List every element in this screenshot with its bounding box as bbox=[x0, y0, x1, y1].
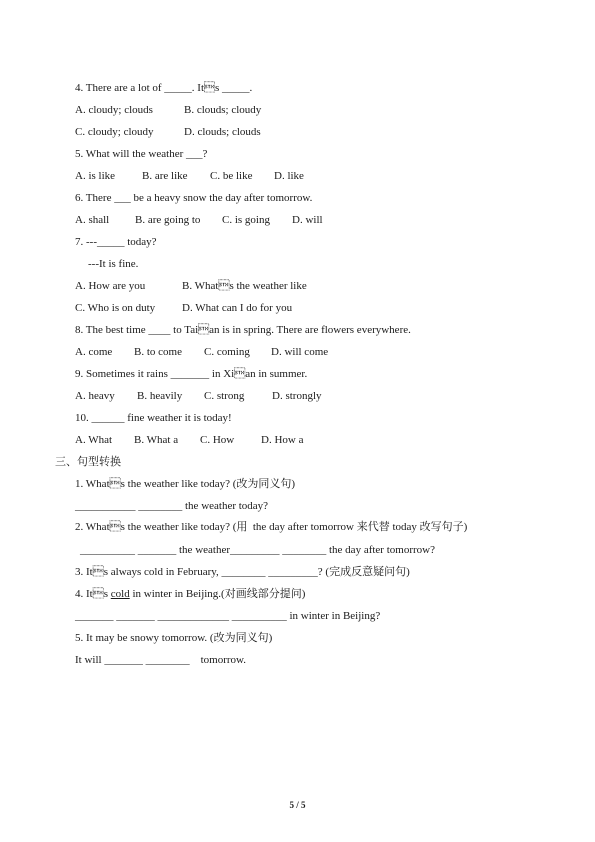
question-8-option-c: C. coming bbox=[204, 346, 250, 358]
transform-4-prompt bbox=[75, 587, 305, 601]
question-9-option-a: A. heavy bbox=[75, 390, 115, 402]
question-4-option-b: B. clouds; cloudy bbox=[184, 104, 262, 116]
question-9-option-c: C. strong bbox=[204, 390, 245, 402]
question-6-stem: 6. There ___ be a heavy snow the day after tomorrow. bbox=[75, 192, 313, 204]
question-6-option-d: D. will bbox=[292, 214, 323, 226]
question-10-option-c: C. How bbox=[200, 434, 235, 446]
question-10-option-b: B. What a bbox=[134, 434, 179, 446]
question-9-option-b: B. heavily bbox=[137, 390, 183, 402]
transform-3-prompt: 3. Its always cold in February, ________ _________? (完成反意疑问句) bbox=[75, 566, 410, 578]
question-7-stem: 7. ---_____ today? bbox=[75, 236, 157, 248]
question-7-option-c: C. Who is on duty bbox=[75, 302, 156, 314]
question-7-option-b: B. Whats the weather like bbox=[182, 280, 307, 292]
question-5-stem: 5. What will the weather ___? bbox=[75, 148, 208, 160]
question-4-option-a: A. cloudy; clouds bbox=[75, 104, 153, 116]
question-8-option-d: D. will come bbox=[271, 346, 329, 358]
transform-4-prompt-before: 4. Its bbox=[75, 588, 111, 600]
question-6-option-b: B. are going to bbox=[135, 214, 201, 226]
transform-2-prompt: 2. Whats the weather like today? (用 the day after tomorrow 来代替 today 改写句子) bbox=[75, 521, 468, 533]
page-number: 5 / 5 bbox=[289, 800, 306, 810]
question-8-option-a: A. come bbox=[75, 346, 113, 358]
transform-4-prompt-after: in winter in Beijing.(对画线部分提问) bbox=[129, 588, 306, 600]
question-8-stem: 8. The best time ____ to Taian is in spring. There are flowers everywhere. bbox=[75, 324, 411, 336]
section-heading: 三、句型转换 bbox=[55, 456, 121, 468]
question-7-option-d: D. What can I do for you bbox=[182, 302, 293, 314]
question-10-option-a: A. What bbox=[75, 434, 113, 446]
question-10-option-d: D. How a bbox=[261, 434, 304, 446]
question-6-option-a: A. shall bbox=[75, 214, 110, 226]
question-8-option-b: B. to come bbox=[134, 346, 182, 358]
question-5-option-a: A. is like bbox=[75, 170, 116, 182]
question-5-option-c: C. be like bbox=[210, 170, 253, 182]
question-9-stem: 9. Sometimes it rains _______ in Xian in summer. bbox=[75, 368, 308, 380]
question-7-option-a: A. How are you bbox=[75, 280, 146, 292]
transform-5-prompt: 5. It may be snowy tomorrow. (改为同义句) bbox=[75, 632, 273, 644]
question-6-option-c: C. is going bbox=[222, 214, 270, 226]
transform-5-answer-line: It will _______ ________ tomorrow. bbox=[75, 654, 246, 666]
transform-1-answer-line: ___________ ________ the weather today? bbox=[75, 500, 269, 512]
question-5-option-b: B. are like bbox=[142, 170, 188, 182]
transform-4-underlined-word: cold bbox=[110, 588, 130, 600]
transform-1-prompt: 1. Whats the weather like today? (改为同义句) bbox=[75, 478, 296, 490]
question-4-option-c: C. cloudy; cloudy bbox=[75, 126, 154, 138]
transform-2-answer-line: __________ _______ the weather_________ ________ the day after tomorrow? bbox=[80, 544, 435, 556]
question-5-option-d: D. like bbox=[274, 170, 304, 182]
question-9-option-d: D. strongly bbox=[272, 390, 322, 402]
question-4-stem: 4. There are a lot of _____. Its _____. bbox=[75, 82, 253, 94]
question-10-stem: 10. ______ fine weather it is today! bbox=[75, 412, 232, 424]
question-7-reply: ---It is fine. bbox=[88, 258, 139, 270]
question-4-option-d: D. clouds; clouds bbox=[184, 126, 261, 138]
transform-4-answer-line: _______ _______ _____________ __________ in winter in Beijing? bbox=[75, 610, 381, 622]
